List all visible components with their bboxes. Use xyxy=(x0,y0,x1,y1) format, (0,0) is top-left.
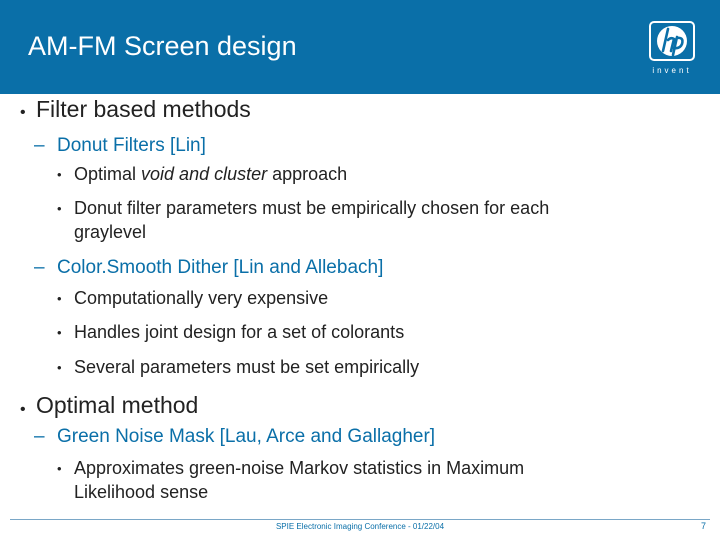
subbullet-color-smooth-dither: Color.Smooth Dither [Lin and Allebach] xyxy=(57,257,384,278)
bullet-optimal-method: Optimal method xyxy=(36,392,199,418)
slide-title: AM-FM Screen design xyxy=(28,31,297,61)
item-text-pre: Optimal xyxy=(74,164,142,184)
item-parameters-empirical: Several parameters must be set empirically xyxy=(74,357,420,377)
item-green-noise-markov-line2: Likelihood sense xyxy=(74,482,209,502)
bullet-marker: • xyxy=(57,461,62,476)
item-text-emphasis: void and cluster xyxy=(141,164,268,184)
item-computationally-expensive: Computationally very expensive xyxy=(74,288,329,308)
dash-marker: – xyxy=(34,257,45,278)
bullet-marker: • xyxy=(57,201,62,216)
footer-conference: SPIE Electronic Imaging Conference - 01/22/04 xyxy=(275,522,445,531)
dash-marker: – xyxy=(34,135,45,156)
page-number: 7 xyxy=(700,521,706,531)
item-donut-parameters-line2: graylevel xyxy=(74,222,147,242)
item-joint-design: Handles joint design for a set of colorants xyxy=(74,322,405,342)
subbullet-donut-filters: Donut Filters [Lin] xyxy=(57,135,206,156)
bullet-marker: • xyxy=(20,104,26,121)
item-text-post: approach xyxy=(267,164,348,184)
bullet-filter-based-methods: Filter based methods xyxy=(36,96,251,122)
item-donut-parameters-line1: Donut filter parameters must be empirically chosen for each xyxy=(74,198,550,218)
logo-wordmark: invent xyxy=(652,66,692,75)
bullet-marker: • xyxy=(57,325,62,340)
bullet-marker: • xyxy=(57,291,62,306)
bullet-marker: • xyxy=(57,360,62,375)
bullet-marker: • xyxy=(20,401,26,418)
bullet-marker: • xyxy=(57,167,62,182)
item-optimal-void-cluster xyxy=(74,164,347,185)
footer-divider xyxy=(10,519,710,520)
hp-logo-icon xyxy=(640,18,704,82)
subbullet-green-noise-mask: Green Noise Mask [Lau, Arce and Gallagher] xyxy=(57,426,436,447)
dash-marker: – xyxy=(34,426,45,447)
item-green-noise-markov-line1: Approximates green-noise Markov statistics in Maximum xyxy=(74,458,525,478)
slide-header xyxy=(0,0,720,94)
